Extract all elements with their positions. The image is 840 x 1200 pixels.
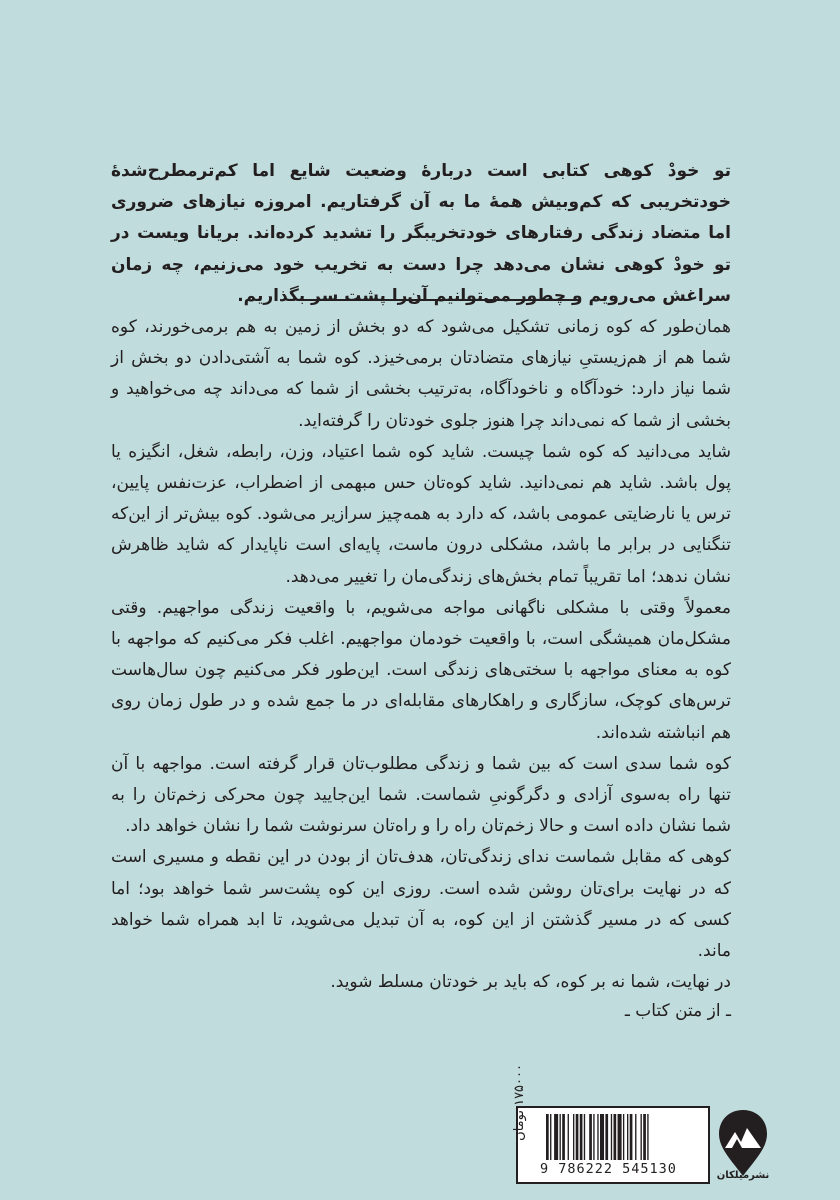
barcode-bar	[600, 1114, 604, 1160]
barcode-bar	[584, 1114, 585, 1160]
barcode-bar	[647, 1114, 648, 1160]
barcode-bar	[589, 1114, 592, 1160]
barcode-bar	[630, 1114, 633, 1160]
price-label: ۱۷۵۰۰۰ تومان	[512, 1064, 527, 1141]
barcode-bars	[544, 1114, 694, 1162]
excerpt-paragraph: در نهایت، شما نه بر کوه، که باید بر خودتان مسلط شوید.	[330, 972, 731, 993]
barcode-bar	[643, 1114, 646, 1160]
barcode-bar	[614, 1114, 617, 1160]
section-divider	[298, 299, 576, 301]
excerpt-text	[111, 312, 731, 998]
barcode-bar	[623, 1114, 624, 1160]
barcode-bar	[554, 1114, 558, 1160]
excerpt-paragraph: همان‌طور که کوه زمانی تشکیل می‌شود که دو بخش از زمین به هم برمی‌خورند، کوه شما هم از هم‌زیستیِ نیازهای متضادتان برمی‌خیزد. کوه شما به آشتی‌دادن دو بخش از شما نیاز دارد: خودآگاه و ناخودآگاه، به‌ترتیب بخشی از شما که می‌داند چه می‌خواهید و بخشی از شما که نمی‌داند چرا هنوز جلوی خودتان را گرفته‌اید.	[111, 317, 731, 431]
barcode-bar	[580, 1114, 583, 1160]
barcode-bar	[573, 1114, 574, 1160]
barcode-bar	[618, 1114, 622, 1160]
isbn-number: 9 786222 545130	[540, 1161, 677, 1177]
excerpt-paragraph: کوه شما سدی است که بین شما و زندگی مطلوب‌تان قرار گرفته است. مواجهه با آن تنها راه به‌سوی آزادی و دگرگونیِ شماست. شما این‌جایید چون محرکی زخم‌تان را به شما نشان داده است و حالا زخم‌تان راه را و راه‌تان سرنوشت شما را نشان خواهد داد.	[111, 753, 731, 837]
excerpt-paragraph: کوهی که مقابل شماست ندای زندگی‌تان، هدف‌تان از بودن در این نقطه و مسیری است که در نهایت برای‌تان روشن شده است. روزی این کوه پشت‌سر شما خواهد بود؛ اما کسی که در مسیر گذشتن از این کوه، به آن تبدیل می‌شوید، تا ابد همراه شما خواهد ماند.	[111, 847, 731, 962]
barcode-bar	[568, 1114, 569, 1160]
barcode-bar	[560, 1114, 561, 1160]
barcode-bar	[611, 1114, 612, 1160]
barcode-bar	[597, 1114, 598, 1160]
barcode-bar	[576, 1114, 579, 1160]
excerpt-paragraph: شاید می‌دانید که کوه شما چیست. شاید کوه شما اعتیاد، وزن، رابطه، شغل، انگیزه یا پول باشد. شاید هم نمی‌دانید. شاید کوه‌تان حس مبهمی از اضطراب، عزت‌نفس پایین، ترس یا نارضایتی عمومی باشد، که دارد به همه‌چیز سرازیر می‌شود. کوه بیش‌تر از این‌که تنگنایی در برابر ما باشد، مشکلی درون ماست، پایه‌ای است ناپایدار که شاید ظاهرش نشان ندهد؛ اما تقریباً تمام بخش‌های زندگی‌مان را تغییر می‌دهد.	[111, 441, 731, 587]
barcode-bar	[550, 1114, 551, 1160]
barcode-bar	[627, 1114, 628, 1160]
barcode-bar	[562, 1114, 565, 1160]
intro-blurb: تو خودْ کوهی کتابی است دربارهٔ وضعیت شایع اما کم‌ترمطرح‌شدهٔ خودتخریبی که کم‌وبیش همهٔ ما به آن گرفتاریم. امروزه نیازهای ضروری اما متضاد زندگی رفتارهای خودتخریبگر را تشدید کرده‌اند. بریانا ویست در تو خودْ کوهی نشان می‌دهد چرا دست به تخریب خود می‌زنیم، چه زمان سراغش می‌رویم و چطور می‌توانیم آن‌را پشت سر بگذاریم.	[111, 161, 731, 306]
excerpt-paragraph: معمولاً وقتی با مشکلی ناگهانی مواجه می‌شویم، با واقعیت زندگی مواجهیم. وقتی مشکل‌مان همیشگی است، با واقعیت خودمان مواجهیم. اغلب فکر می‌کنیم که مواجهه با کوه به معنای مواجهه با سختی‌های زندگی است. این‌طور فکر می‌کنیم چون سال‌هاست ترس‌های کوچک، سازگاری و راهکارهای مقابله‌ای در ما جمع شده و در طول زمان روی هم انباشته شده‌اند.	[111, 597, 731, 743]
barcode-bar	[605, 1114, 608, 1160]
barcode-bar	[641, 1114, 642, 1160]
barcode-bar	[593, 1114, 594, 1160]
barcode-bar	[546, 1114, 549, 1160]
barcode	[516, 1106, 710, 1184]
publisher-name: نشرمیلکان	[716, 1170, 770, 1181]
excerpt-source: ـ از متن کتاب ـ	[624, 1001, 731, 1021]
barcode-bar	[635, 1114, 636, 1160]
